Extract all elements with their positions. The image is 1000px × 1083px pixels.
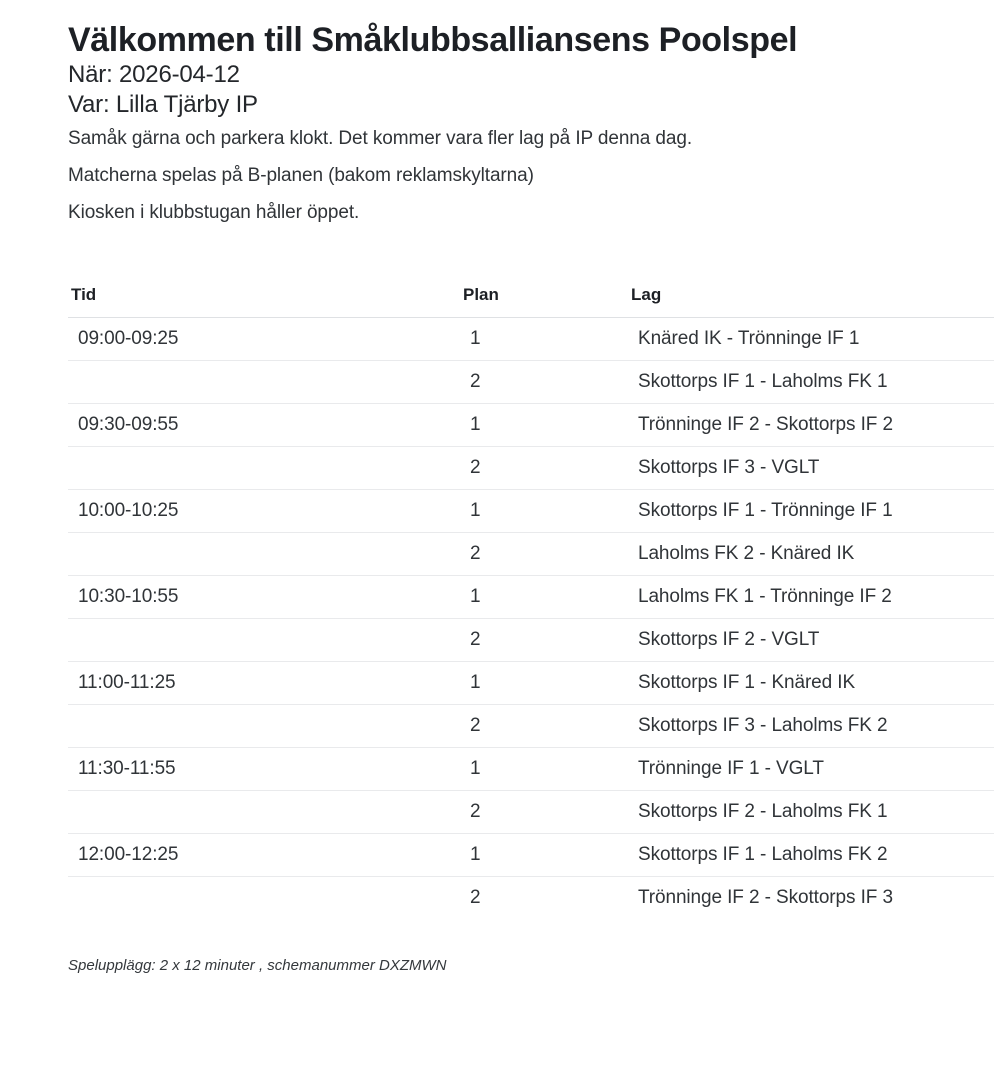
cell-plan: 1 (470, 414, 481, 435)
cell-lag: Skottorps IF 1 - Knäred IK (638, 672, 856, 693)
table-row (68, 404, 994, 447)
cell-plan: 2 (470, 371, 481, 392)
table-row (68, 748, 994, 791)
cell-tid (68, 791, 460, 834)
cell-plan: 2 (470, 887, 481, 909)
cell-plan: 2 (470, 629, 481, 650)
kiosk-note: Kiosken i klubbstugan håller öppet. (68, 202, 360, 223)
cell-tid: 12:00-12:25 (78, 844, 179, 865)
cell-plan: 1 (470, 500, 481, 521)
cell-plan: 1 (470, 328, 481, 349)
cell-lag: Skottorps IF 2 - Laholms FK 1 (638, 801, 888, 822)
column-header-plan: Plan (463, 285, 499, 304)
schedule-table (68, 277, 994, 920)
cell-plan: 2 (470, 457, 481, 478)
cell-lag: Skottorps IF 2 - VGLT (638, 629, 820, 650)
table-row (68, 791, 994, 834)
parking-note-line1: Samåk gärna och parkera klokt. Det kommer vara fler lag på IP denna dag. (68, 128, 693, 149)
cell-lag: Skottorps IF 1 - Laholms FK 1 (638, 371, 888, 392)
cell-tid (68, 447, 460, 490)
cell-lag: Knäred IK - Trönninge IF 1 (638, 328, 860, 349)
cell-lag: Skottorps IF 3 - VGLT (638, 457, 820, 478)
cell-plan: 2 (470, 801, 481, 822)
cell-tid (68, 361, 460, 404)
cell-tid (68, 877, 460, 920)
schedule-footnote: Spelupplägg: 2 x 12 minuter , schemanummer DXZMWN (68, 956, 447, 974)
cell-lag: Laholms FK 2 - Knäred IK (638, 543, 855, 564)
parking-note (68, 120, 995, 194)
cell-tid: 11:30-11:55 (78, 758, 176, 779)
page-title: Välkommen till Småklubbsalliansens Poolspel (68, 21, 798, 59)
cell-tid (68, 619, 460, 662)
table-row (68, 447, 994, 490)
cell-tid: 10:00-10:25 (78, 500, 179, 521)
where-heading: Var: Lilla Tjärby IP (68, 91, 258, 118)
schedule-body (68, 318, 994, 920)
cell-lag: Skottorps IF 1 - Trönninge IF 1 (638, 500, 893, 521)
table-row (68, 318, 994, 361)
table-row (68, 490, 994, 533)
cell-lag: Skottorps IF 3 - Laholms FK 2 (638, 715, 888, 736)
table-row (68, 576, 994, 619)
table-row (68, 619, 994, 662)
cell-lag: Trönninge IF 2 - Skottorps IF 2 (638, 414, 893, 435)
cell-tid: 09:00-09:25 (78, 328, 179, 349)
schedule-header-row (68, 277, 994, 318)
column-header-tid: Tid (71, 285, 97, 304)
cell-plan: 1 (470, 586, 481, 607)
cell-tid: 11:00-11:25 (78, 672, 176, 693)
table-row (68, 705, 994, 748)
when-heading: När: 2026-04-12 (68, 61, 240, 88)
cell-plan: 1 (470, 672, 481, 693)
table-row (68, 361, 994, 404)
cell-lag: Trönninge IF 1 - VGLT (638, 758, 824, 779)
column-header-lag: Lag (631, 285, 662, 304)
table-row (68, 533, 994, 576)
cell-lag: Skottorps IF 1 - Laholms FK 2 (638, 844, 888, 865)
table-row (68, 662, 994, 705)
cell-plan: 1 (470, 844, 481, 865)
cell-lag: Laholms FK 1 - Trönninge IF 2 (638, 586, 892, 607)
table-row (68, 834, 994, 877)
cell-tid: 10:30-10:55 (78, 586, 179, 607)
cell-plan: 2 (470, 543, 481, 564)
cell-plan: 2 (470, 715, 481, 736)
cell-plan: 1 (470, 758, 481, 779)
cell-tid (68, 705, 460, 748)
parking-note-line2: Matcherna spelas på B-planen (bakom reklamskyltarna) (68, 165, 534, 186)
table-row (68, 877, 994, 920)
cell-tid: 09:30-09:55 (78, 414, 179, 435)
cell-lag: Trönninge IF 2 - Skottorps IF 3 (638, 887, 893, 909)
cell-tid (68, 533, 460, 576)
